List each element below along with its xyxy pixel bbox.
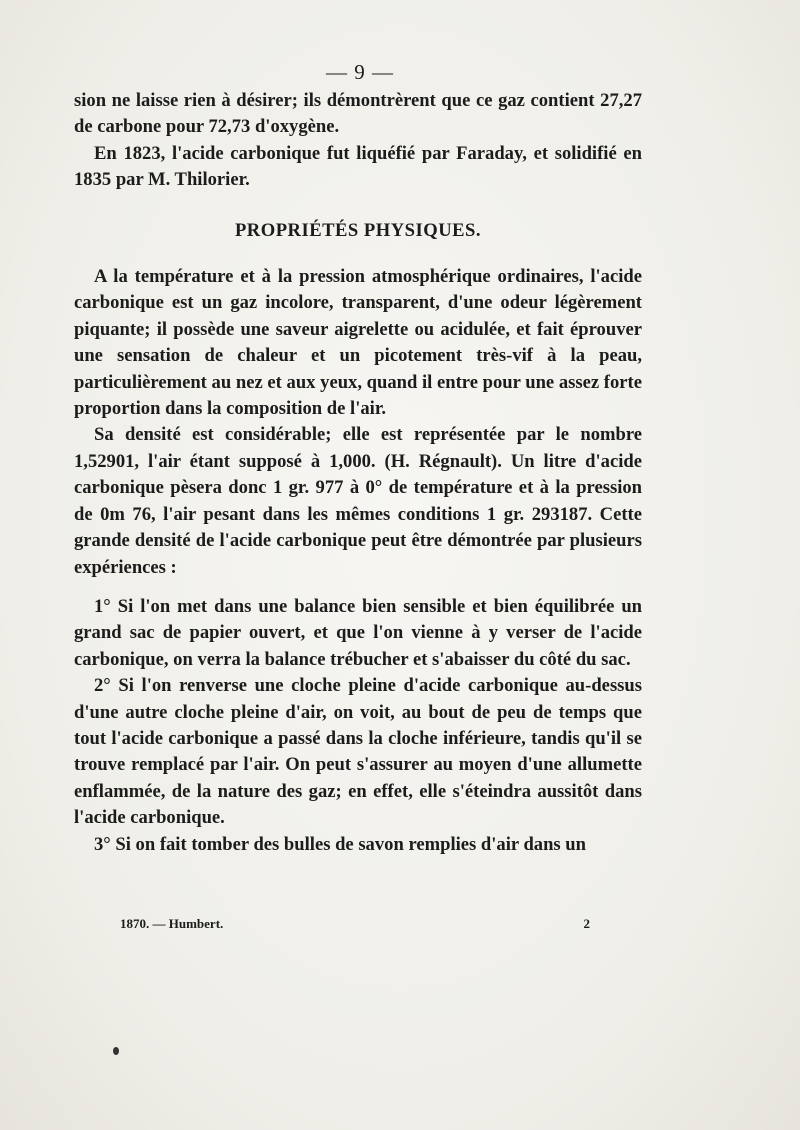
paragraph: 3° Si on fait tomber des bulles de savon remplies d'air dans un [94,833,586,855]
ink-speck [113,1047,119,1055]
paragraph: 1° Si l'on met dans une balance bien sensible et bien équilibrée un grand sac de papier ouvert, et que l'on vienne à y verser de l'acide carbonique, on verra la balance trébucher et s'abaisser du côté du sac. [74,595,642,670]
paragraph: A la température et à la pression atmosphérique ordinaires, l'acide carbonique est un gaz incolore, transparent, d'une odeur légèrement piquante; il possède une saveur aigrelette ou acidulée, et fait éprouver une sensation de chaleur et un picotement très-vif à la peau, particulièrement au nez et aux yeux, quand il entre pour une assez forte proportion dans la composition de l'air. [74,266,642,420]
printer-signature: 1870. — Humbert. [120,916,224,931]
sheet-mark: 2 [583,916,590,931]
paragraph: sion ne laisse rien à désirer; ils démontrèrent que ce gaz contient 27,27 de carbone pour 72,73 d'oxygène. [74,90,642,138]
page-number: — 9 — [326,60,394,84]
paragraph: Sa densité est considérable; elle est représentée par le nombre 1,52901, l'air étant supposé à 1,000. (H. Régnault). Un litre d'acide carbonique pèsera donc 1 gr. 977 à 0° de température et à la pression de 0m 76, l'air pesant dans les mêmes conditions 1 gr. 293187. Cette grande densité de l'acide carbonique peut être démontrée par plusieurs expériences : [74,424,642,578]
paragraph: 2° Si l'on renverse une cloche pleine d'acide carbonique au-dessus d'une autre cloche pleine d'air, on voit, au bout de peu de temps que tout l'acide carbonique a passé dans la cloche inférieure, tandis qu'il se trouve remplacé par l'air. On peut s'assurer au moyen d'une allumette enflammée, de la nature des gaz; en effet, elle s'éteindra aussitôt dans l'acide carbonique. [74,675,642,829]
section-heading: PROPRIÉTÉS PHYSIQUES. [234,219,482,241]
paragraph: En 1823, l'acide carbonique fut liquéfié par Faraday, et solidifié en 1835 par M. Thilorier. [74,142,642,191]
body-text [74,88,642,858]
